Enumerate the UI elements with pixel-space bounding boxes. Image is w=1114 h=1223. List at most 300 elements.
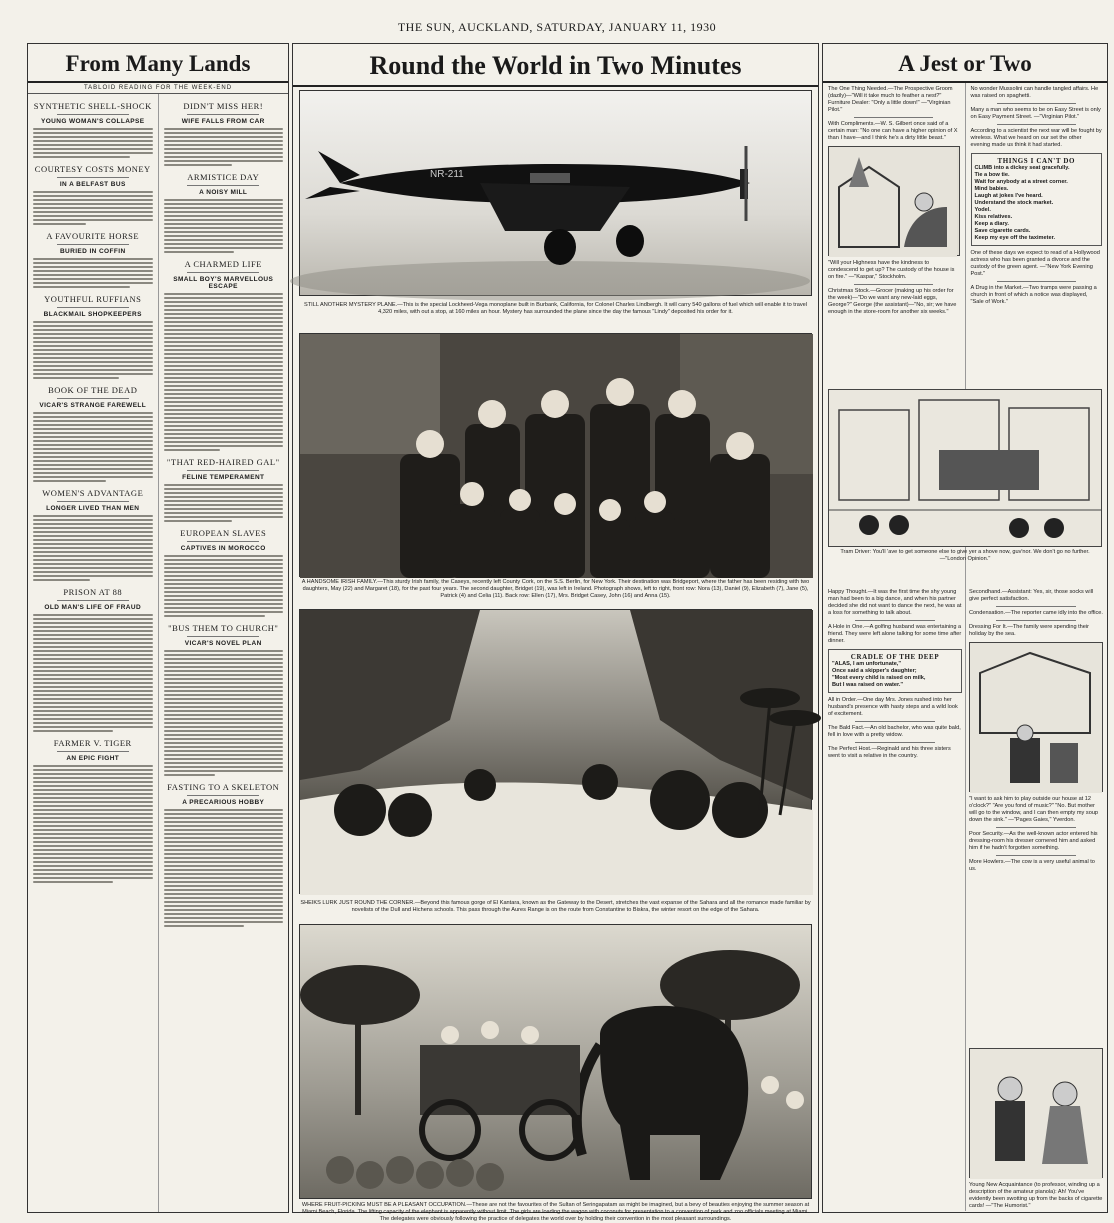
text-line — [33, 286, 130, 288]
text-line — [33, 325, 153, 327]
text-line — [164, 227, 284, 229]
text-line — [33, 547, 153, 549]
text-line — [164, 211, 284, 213]
text-line — [33, 373, 153, 375]
text-line — [164, 587, 284, 589]
music-cartoon — [969, 642, 1103, 792]
text-line — [33, 128, 153, 130]
text-line — [33, 361, 153, 363]
jest-item: Condensation.—The reporter came idly into the office. — [969, 610, 1103, 616]
news-story — [33, 231, 153, 288]
news-story — [33, 294, 153, 379]
story-body — [33, 191, 153, 225]
text-line — [33, 357, 153, 359]
cradle-of-the-deep-box — [828, 649, 962, 693]
text-line — [164, 132, 284, 134]
text-line — [164, 301, 284, 303]
left-lower-jests — [828, 589, 962, 760]
text-line — [33, 714, 153, 716]
text-line — [164, 445, 284, 447]
text-line — [33, 258, 153, 260]
text-line — [164, 857, 284, 859]
text-line — [164, 670, 284, 672]
text-line — [33, 468, 153, 470]
text-line — [33, 634, 153, 636]
round-the-world-section — [292, 43, 819, 1222]
text-line — [33, 535, 153, 537]
text-line — [33, 865, 153, 867]
elephant-caption: WHERE FRUIT-PICKING MUST BE A PLEASANT OCCUPATION.—These are not the favourites of the Sultan of Seringapatam as might be imagined, but a bevy of beauties enjoying the summer season at Miami Beach, Florida. The lifting capacity of the elephant is apparently without limit. The girls are loading the wagon with coconuts for presentation to a convention of park and zoo officials meeting at Miami. The delegates were obviously following the practice of delegates the world over by holding their convention in the most pleasant surroundings. — [301, 1202, 810, 1222]
text-line — [164, 235, 284, 237]
text-line — [33, 785, 153, 787]
text-line — [33, 662, 153, 664]
story-body — [164, 293, 284, 451]
text-line — [164, 853, 284, 855]
text-line — [33, 559, 153, 561]
text-line — [164, 239, 284, 241]
news-story — [33, 587, 153, 732]
text-line — [164, 365, 284, 367]
text-line — [164, 837, 284, 839]
story-headline: FASTING TO A SKELETON — [167, 782, 280, 792]
masthead: THE SUN, AUCKLAND, SATURDAY, JANUARY 11, 1930 — [397, 20, 717, 34]
cartoon-caption: Young New Acquaintance (to professor, winding up a description of the amateur pianola): Ah! You've evidently been swotting up from the backs of cigarette cards! —"The Humorist." — [969, 1182, 1103, 1209]
text-line — [164, 615, 266, 617]
text-line — [164, 136, 284, 138]
story-subheadline: AN EPIC FIGHT — [66, 755, 120, 762]
text-line — [164, 682, 284, 684]
text-line — [164, 317, 284, 319]
text-line — [33, 726, 153, 728]
text-line — [164, 654, 284, 656]
text-line — [33, 817, 153, 819]
news-story — [164, 457, 284, 522]
text-line — [33, 456, 153, 458]
news-story — [164, 528, 284, 617]
text-line — [33, 813, 153, 815]
monoplane-image — [300, 91, 813, 297]
text-line — [33, 861, 153, 863]
story-headline: COURTESY COSTS MONEY — [34, 164, 151, 174]
text-line — [164, 893, 284, 895]
text-line — [33, 329, 153, 331]
aircraft-registration: NR-211 — [430, 169, 464, 180]
text-line — [164, 674, 284, 676]
text-line — [33, 666, 153, 668]
story-subheadline: WIFE FALLS FROM CAR — [181, 118, 265, 125]
elephant-wagon-image — [300, 925, 813, 1200]
text-line — [164, 353, 284, 355]
text-line — [33, 377, 119, 379]
text-line — [33, 448, 153, 450]
story-subheadline: FELINE TEMPERAMENT — [182, 474, 265, 481]
text-line — [164, 508, 284, 510]
jest-item: Christmas Stock.—Grocer (making up his order for the week)—"Do we want any new-laid eggs, George?" George (the assistant)—"No, sir; we have enough in the store-room for another six weeks." — [828, 288, 957, 315]
text-line — [33, 642, 153, 644]
text-line — [164, 571, 284, 573]
story-headline: WOMEN'S ADVANTAGE — [42, 488, 144, 498]
text-line — [33, 654, 153, 656]
text-line — [33, 706, 153, 708]
story-headline: SYNTHETIC SHELL-SHOCK — [33, 101, 152, 111]
text-line — [164, 869, 284, 871]
text-line — [164, 215, 284, 217]
text-line — [164, 746, 284, 748]
text-line — [164, 164, 232, 166]
text-line — [33, 630, 153, 632]
story-headline: PRISON AT 88 — [63, 587, 123, 597]
text-line — [33, 211, 153, 213]
professor-cartoon-block — [969, 1044, 1103, 1210]
text-line — [164, 917, 284, 919]
story-subheadline: VICAR'S NOVEL PLAN — [184, 640, 262, 647]
text-line — [164, 714, 284, 716]
cradle-line: "ALAS, I am unfortunate," — [832, 661, 902, 667]
text-line — [164, 758, 284, 760]
text-line — [33, 215, 153, 217]
text-line — [33, 333, 153, 335]
text-line — [33, 682, 153, 684]
text-line — [33, 567, 153, 569]
text-line — [33, 136, 153, 138]
professor-cartoon — [969, 1048, 1103, 1178]
things-list-item: CLIMB into a dickey seat gracefully. — [974, 165, 1070, 171]
text-line — [33, 686, 153, 688]
text-line — [164, 321, 284, 323]
text-line — [164, 897, 284, 899]
text-line — [33, 412, 153, 414]
text-line — [164, 405, 284, 407]
text-line — [164, 325, 284, 327]
text-line — [164, 766, 284, 768]
things-title: THINGS I CAN'T DO — [997, 157, 1076, 165]
text-line — [33, 207, 153, 209]
text-line — [164, 393, 284, 395]
text-line — [164, 433, 284, 435]
right-lower-jests — [969, 589, 1103, 873]
text-line — [33, 626, 153, 628]
text-line — [33, 460, 153, 462]
jest-item: Dressing For It.—The family were spending their holiday by the sea. — [969, 624, 1090, 637]
desert-photo — [299, 609, 812, 894]
story-subheadline: OLD MAN'S LIFE OF FRAUD — [44, 604, 142, 611]
text-line — [164, 774, 215, 776]
text-line — [33, 841, 153, 843]
cartoon-fire — [828, 146, 960, 256]
text-line — [33, 472, 153, 474]
text-line — [33, 203, 153, 205]
text-line — [164, 160, 284, 162]
jest-item: Happy Thought.—It was the first time the shy young man had been to a big dance, and when his partner decided she did not want to dance the next, he was at a loss for something to talk about. — [828, 589, 962, 616]
text-line — [33, 789, 153, 791]
text-line — [164, 905, 284, 907]
text-line — [164, 500, 284, 502]
text-line — [33, 670, 153, 672]
text-line — [164, 861, 284, 863]
things-list-item: Kiss relatives. — [974, 214, 1013, 220]
text-line — [164, 734, 284, 736]
text-line — [164, 373, 284, 375]
text-line — [164, 909, 284, 911]
text-line — [164, 567, 284, 569]
jest-item: A Hole in One.—A golfing husband was entertaining a friend. They were left alone talking for some time after dinner. — [828, 624, 962, 644]
story-headline: A CHARMED LIFE — [184, 259, 262, 269]
text-line — [33, 718, 153, 720]
text-line — [33, 710, 153, 712]
tram-cartoon-block — [828, 389, 1102, 579]
left-story-column — [28, 94, 159, 1212]
story-body — [164, 199, 284, 253]
text-line — [33, 223, 86, 225]
cradle-line: But I was raised on water." — [832, 682, 904, 688]
text-line — [164, 397, 284, 399]
text-line — [33, 773, 153, 775]
text-line — [164, 845, 284, 847]
text-line — [164, 223, 284, 225]
text-line — [33, 575, 153, 577]
tram-cartoon — [828, 389, 1102, 547]
text-line — [33, 452, 153, 454]
text-line — [33, 873, 153, 875]
text-line — [33, 769, 153, 771]
text-line — [33, 476, 153, 478]
text-line — [164, 841, 284, 843]
text-line — [164, 349, 284, 351]
jest-item: One of these days we expect to read of a Hollywood actress who has been granted a divorce and the custody of the green agent. —"New York Evening Post." — [970, 250, 1100, 277]
text-line — [164, 710, 284, 712]
text-line — [164, 738, 284, 740]
text-line — [164, 297, 284, 299]
right-story-column — [159, 94, 289, 1212]
text-line — [164, 251, 235, 253]
news-story — [33, 738, 153, 883]
text-line — [164, 726, 284, 728]
text-line — [164, 662, 284, 664]
jest-item: The One Thing Needed.—The Prospective Groom (dazily)—"Will it take much to feather a nest?" Furniture Dealer: "Only a little down!" —"Virginian Pilot." — [828, 86, 953, 113]
jest-item: The Perfect Host.—Reginald and his three sisters went to visit a relative in the country. — [828, 746, 951, 759]
text-line — [33, 793, 153, 795]
text-line — [164, 309, 284, 311]
text-line — [164, 885, 284, 887]
story-headline: A FAVOURITE HORSE — [46, 231, 140, 241]
news-story — [33, 488, 153, 581]
text-line — [164, 203, 284, 205]
text-line — [164, 425, 284, 427]
text-line — [164, 690, 284, 692]
text-line — [164, 742, 284, 744]
story-body — [33, 258, 153, 288]
story-headline: ARMISTICE DAY — [187, 172, 260, 182]
news-story — [33, 385, 153, 482]
text-line — [33, 424, 153, 426]
story-subheadline: BLACKMAIL SHOPKEEPERS — [43, 311, 142, 318]
text-line — [33, 266, 153, 268]
text-line — [33, 805, 153, 807]
text-line — [33, 801, 153, 803]
text-line — [33, 337, 153, 339]
text-line — [164, 512, 284, 514]
text-line — [164, 722, 284, 724]
story-body — [164, 650, 284, 776]
text-line — [33, 140, 153, 142]
a-jest-or-two-section — [822, 43, 1108, 1213]
text-line — [33, 152, 153, 154]
text-line — [33, 480, 106, 482]
jest-item: A Drug in the Market.—Two tramps were passing a church in front of which a notice was displayed, "Sale of Work." — [970, 285, 1097, 305]
text-line — [164, 591, 284, 593]
text-line — [164, 849, 284, 851]
text-line — [33, 658, 153, 660]
story-subheadline: SMALL BOY'S MARVELLOUS ESCAPE — [173, 276, 274, 290]
plane-caption: STILL ANOTHER MYSTERY PLANE.—This is the special Lockheed-Vega monoplane built in Burbank, California, for Colonel Charles Lindbergh. It will carry 540 gallons of fuel which will enable it to travel 4,320 miles, with out a stop, at 160 miles an hour. Mystery has surrounded the plane since the day the famous "Lindy" deposited his order for it. — [304, 302, 807, 315]
text-line — [164, 377, 284, 379]
text-line — [164, 337, 284, 339]
text-line — [164, 409, 284, 411]
section-kicker: TABLOID READING FOR THE WEEK-END — [28, 83, 288, 94]
text-line — [164, 199, 284, 201]
text-line — [33, 622, 153, 624]
text-line — [164, 575, 284, 577]
news-story — [164, 259, 284, 451]
text-line — [33, 191, 153, 193]
things-list-item: Wait for anybody at a street corner. — [974, 179, 1068, 185]
text-line — [33, 877, 153, 879]
things-list-item: Keep my eye off the taximeter. — [974, 235, 1056, 241]
text-line — [33, 614, 153, 616]
text-line — [33, 270, 153, 272]
text-line — [164, 333, 284, 335]
text-line — [164, 817, 284, 819]
text-line — [164, 583, 284, 585]
text-line — [33, 857, 153, 859]
text-line — [164, 595, 284, 597]
text-line — [33, 646, 153, 648]
text-line — [33, 781, 153, 783]
text-line — [33, 321, 153, 323]
text-line — [164, 813, 284, 815]
things-list-item: Yodel. — [974, 207, 991, 213]
text-line — [33, 555, 153, 557]
story-body — [33, 412, 153, 482]
text-line — [164, 698, 284, 700]
things-list-item: Mind babies. — [974, 186, 1009, 192]
text-line — [33, 730, 113, 732]
text-line — [164, 516, 284, 518]
text-line — [164, 754, 284, 756]
text-line — [33, 515, 153, 517]
text-line — [164, 706, 284, 708]
text-line — [33, 527, 153, 529]
irish-family-image — [300, 334, 813, 578]
text-line — [33, 144, 153, 146]
things-list — [975, 165, 1099, 242]
text-line — [164, 694, 284, 696]
text-line — [164, 247, 284, 249]
story-subheadline: A PRECARIOUS HOBBY — [182, 799, 265, 806]
text-line — [164, 520, 232, 522]
text-line — [164, 345, 284, 347]
text-line — [33, 345, 153, 347]
text-line — [164, 496, 284, 498]
text-line — [164, 809, 284, 811]
text-line — [164, 921, 284, 923]
text-line — [33, 531, 153, 533]
text-line — [164, 555, 284, 557]
cradle-line: "Most every child is raised on milk, — [832, 675, 926, 681]
story-headline: "BUS THEM TO CHURCH" — [168, 623, 279, 633]
cartoon-caption: "I want to ask him to play outside our house at 12 o'clock?" "Are you fond of music?" "No. But mother will go to the window, and I can then empty my soup down the sink." —"Pages Gaies," Yverdon. — [969, 796, 1099, 823]
cartoon-caption: Tram Driver: You'll 'ave to get someone else to give yer a shove now, guv'nor. We don't go no further. —"London Opinion." — [840, 549, 1090, 562]
cartoon-caption: "Will your Highness have the kindness to condescend to get up? The custody of the house is on fire." —"Kaspar," Stockholm. — [828, 260, 955, 280]
text-line — [33, 523, 153, 525]
text-line — [164, 156, 284, 158]
text-line — [164, 829, 284, 831]
text-line — [164, 881, 284, 883]
things-list-item: Keep a diary. — [974, 221, 1009, 227]
things-list-item: Understand the stock market. — [974, 200, 1054, 206]
things-i-cant-do-box — [971, 153, 1103, 246]
news-story — [33, 101, 153, 158]
text-line — [164, 889, 284, 891]
text-line — [164, 385, 284, 387]
text-line — [164, 686, 284, 688]
news-story — [164, 782, 284, 927]
text-line — [164, 341, 284, 343]
jest-item: More Howlers.—The cow is a very useful animal to us. — [969, 859, 1095, 872]
from-many-lands-section — [27, 43, 289, 1213]
text-line — [164, 492, 284, 494]
text-line — [33, 849, 153, 851]
news-story — [164, 101, 284, 166]
story-body — [33, 765, 153, 883]
text-line — [164, 437, 284, 439]
text-line — [33, 797, 153, 799]
text-line — [33, 199, 153, 201]
story-body — [33, 128, 153, 158]
text-line — [164, 579, 284, 581]
text-line — [164, 401, 284, 403]
text-line — [164, 666, 284, 668]
section-title: A Jest or Two — [823, 44, 1107, 83]
things-list-item: Tie a bow tie. — [974, 172, 1010, 178]
text-line — [164, 599, 284, 601]
text-line — [164, 429, 284, 431]
jest-item: Many a man who seems to be on Easy Street is only on Easy Payment Street. —"Virginian Pilot." — [970, 107, 1101, 120]
cradle-line: Once said a skipper's daughter; — [832, 668, 917, 674]
text-line — [33, 845, 153, 847]
text-line — [33, 539, 153, 541]
text-line — [33, 881, 113, 883]
text-line — [33, 777, 153, 779]
news-story — [164, 623, 284, 776]
text-line — [33, 341, 153, 343]
text-line — [164, 504, 284, 506]
text-line — [33, 464, 153, 466]
text-line — [164, 678, 284, 680]
story-body — [164, 809, 284, 927]
text-line — [33, 563, 153, 565]
text-line — [33, 853, 153, 855]
text-line — [33, 369, 153, 371]
text-line — [164, 357, 284, 359]
text-line — [33, 432, 153, 434]
text-line — [164, 718, 284, 720]
jest-item: All in Order.—One day Mrs. Jones rushed into her husband's presence with hasty steps and a wild look of excitement. — [828, 697, 958, 717]
text-line — [164, 877, 284, 879]
text-line — [33, 674, 153, 676]
text-line — [33, 132, 153, 134]
text-line — [164, 762, 284, 764]
